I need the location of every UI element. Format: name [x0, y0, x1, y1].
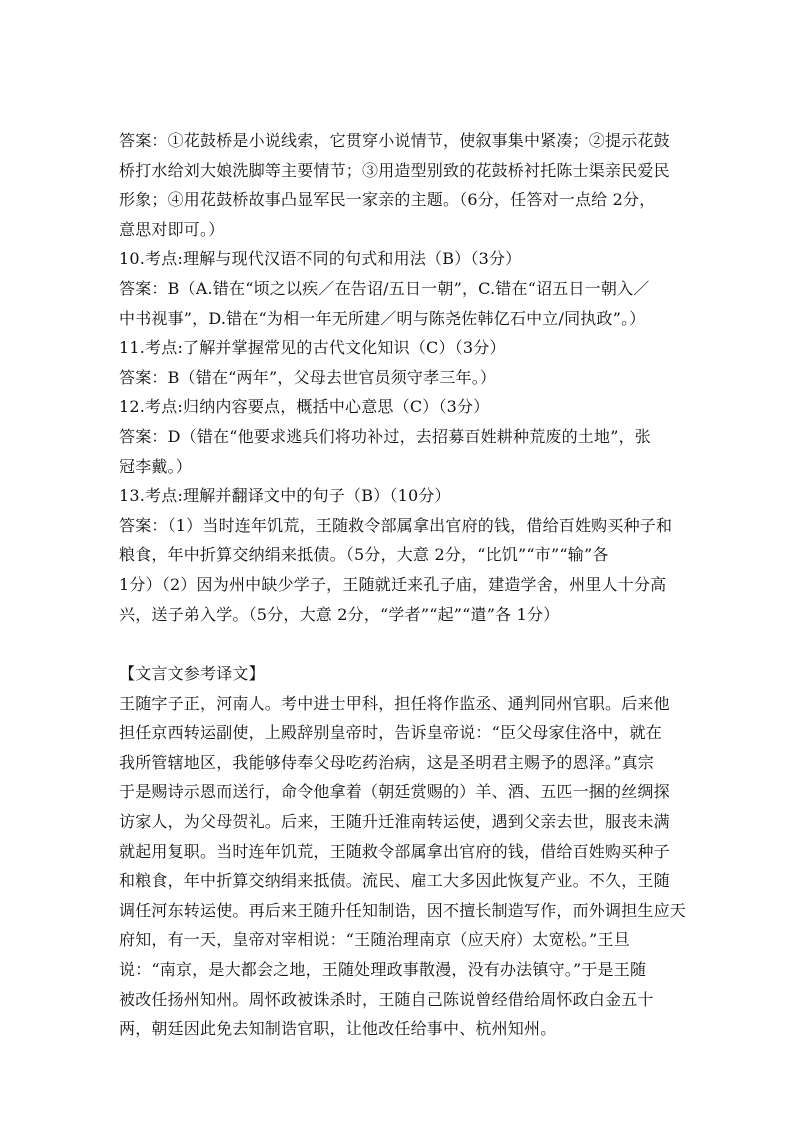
translation-line: 说：“南京，是大都会之地，王随处理政事散漫，没有办法镇守。”于是王随 [119, 960, 647, 980]
answer-line: 答案：B（错在“两年”，父母去世官员须守孝三年。） [119, 367, 497, 387]
answer-line: 粮食，年中折算交纳绢来抵债。（5分，大意 2分，“比饥”“市”“输”各 [119, 545, 609, 565]
translation-line: 担任京西转运副使，上殿辞别皇帝时，告诉皇帝说：“臣父母家住洛中，就在 [119, 723, 662, 743]
question-point-11: 11.考点:了解并掌握常见的古代文化知识（C）（3分） [119, 338, 506, 358]
question-point-10: 10.考点:理解与现代汉语不同的句式和用法（B）（3分） [119, 249, 522, 269]
translation-line: 被改任扬州知州。周怀政被诛杀时，王随自己陈说曾经借给周怀政白金五十 [119, 989, 654, 1009]
translation-line: 府知，有一天，皇帝对宰相说：“王随治理南京（应天府）太宽松。”王旦 [119, 930, 630, 950]
answer-line: 答案：①花鼓桥是小说线索，它贯穿小说情节，使叙事集中紧凑；②提示花鼓 [119, 131, 670, 150]
answers-section [119, 126, 679, 629]
translation-line: 于是赐诗示恩而送行，命令他拿着（朝廷赏赐的）羊、酒、五匹一捆的丝绸探 [119, 782, 670, 802]
answer-line: 意思对即可。） [119, 219, 225, 239]
answer-line: 冠李戴。） [119, 456, 193, 476]
answer-line: 中书视事”，D.错在“为相一年无所建／明与陈尧佐韩亿石中立/同执政”。） [119, 308, 646, 328]
answer-line: 答案：B（A.错在“顷之以疾／在告诏/五日一朝”，C.错在“诏五日一朝入／ [119, 278, 650, 298]
answer-line: 答案：（1）当时连年饥荒，王随救令部属拿出官府的钱，借给百姓购买种子和 [119, 515, 673, 535]
answer-line: 形象；④用花鼓桥故事凸显军民一家亲的主题。（6分，任答对一点给 2分， [119, 190, 656, 210]
section-spacer [119, 629, 679, 659]
translation-heading: 【文言文参考译文】 [119, 664, 265, 684]
question-point-13: 13.考点:理解并翻译文中的句子（B）（10分） [119, 486, 451, 506]
answer-line: 桥打水给刘大娘洗脚等主要情节；③用造型别致的花鼓桥衬托陈士渠亲民爱民 [119, 160, 670, 180]
translation-section [119, 659, 687, 1044]
translation-line: 访家人，为父母贺礼。后来，王随升迁淮南转运使，遇到父亲去世，服丧未满 [119, 812, 670, 832]
translation-line: 两，朝廷因此免去知制诰官职，让他改任给事中、杭州知州。 [119, 1019, 557, 1039]
answer-line: 1分）（2）因为州中缺少学子，王随就迁来孔子庙，建造学舍，州里人十分高 [119, 574, 667, 594]
translation-line: 和粮食，年中折算交纳绢来抵债。流民、雇工大多因此恢复产业。不久，王随 [119, 871, 670, 891]
translation-line: 调任河东转运使。再后来王随升任知制诰，因不擅长制造写作，而外调担生应天 [119, 900, 687, 920]
question-point-12: 12.考点:归纳内容要点，概括中心意思（C）（3分） [119, 397, 490, 417]
answer-line: 兴，送子弟入学。（5分，大意 2分，“学者”“起”“遣”各 1分） [119, 604, 560, 624]
answer-line: 答案：D（错在“他要求逃兵们将功补过，去招募百姓耕种荒废的土地”，张 [119, 426, 651, 446]
translation-line: 我所管辖地区，我能够侍奉父母吃药治病，这是圣明君主赐予的恩泽。”真宗 [119, 752, 654, 772]
document-body [119, 126, 687, 1044]
translation-line: 就起用复职。当时连年饥荒，王随救令部属拿出官府的钱，借给百姓购买种子 [119, 841, 670, 861]
translation-line: 王随字子正，河南人。考中进士甲科，担任将作监丞、通判同州官职。后来他 [119, 693, 670, 713]
